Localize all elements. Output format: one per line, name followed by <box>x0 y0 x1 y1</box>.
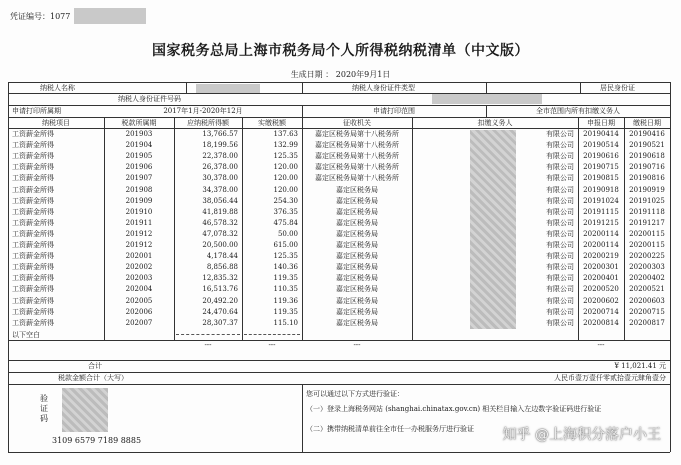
id-number-label: 纳税人身份证件号码 <box>118 95 181 103</box>
cell-income: 18,199.56 <box>202 141 238 150</box>
cell-item: 工资薪金所得 <box>12 207 54 216</box>
cell-agent: 有限公司 <box>546 141 574 150</box>
taxpayer-name-label: 纳税人名称 <box>40 84 75 92</box>
cell-item: 工资薪金所得 <box>12 307 54 316</box>
cell-office: 嘉定区税务局 <box>336 263 378 272</box>
cell-income: 12,835.32 <box>202 274 238 283</box>
voucher-number: 凭证编号：1077 <box>10 12 71 21</box>
cell-agent: 有限公司 <box>546 252 574 261</box>
cell-office: 嘉定区税务局 <box>336 196 378 205</box>
cell-income: 22,378.00 <box>202 152 238 161</box>
cell-office: 嘉定区税务局 <box>336 307 378 316</box>
cell-income: 28,307.37 <box>202 318 238 327</box>
cell-income: 38,056.44 <box>202 196 238 205</box>
cell-agent: 有限公司 <box>546 196 574 205</box>
cell-item: 工资薪金所得 <box>12 185 54 194</box>
col-header-office: 征收机关 <box>343 119 371 127</box>
cell-decl: 20191215 <box>583 218 619 227</box>
cell-income: 20,500.00 <box>202 241 238 249</box>
cell-tax: 137.63 <box>273 130 298 138</box>
cell-paid: 20190816 <box>629 174 665 183</box>
range-value: 全市范围内所有扣缴义务人 <box>536 107 620 115</box>
office-dash-mark: --- <box>353 341 361 349</box>
cell-income: 20,492.20 <box>202 296 238 305</box>
cell-agent: 有限公司 <box>546 185 574 194</box>
cell-period: 202001 <box>125 252 153 261</box>
period-label: 申请打印所属期 <box>12 107 61 115</box>
cell-tax: 615.00 <box>273 241 298 249</box>
cell-income: 41,819.88 <box>202 207 238 216</box>
amount-words-value: 人民币壹万壹仟零贰拾壹元肆角壹分 <box>554 374 666 382</box>
cell-period: 201912 <box>125 229 153 238</box>
total-value: ¥ 11,021.41 元 <box>614 362 666 370</box>
cell-agent: 有限公司 <box>546 274 574 283</box>
cell-agent: 有限公司 <box>546 263 574 272</box>
cell-tax: 125.35 <box>273 152 298 161</box>
cell-tax: 119.35 <box>273 307 298 316</box>
cell-period: 201905 <box>125 152 153 161</box>
voucher-redaction <box>74 8 146 24</box>
watermark: 知乎 @上海积分落户小王 <box>502 427 661 443</box>
cell-period: 201912 <box>125 241 153 249</box>
cell-income: 8,856.88 <box>206 263 238 272</box>
cell-tax: 120.00 <box>273 174 298 183</box>
cell-decl: 20200114 <box>583 241 619 249</box>
cell-item: 工资薪金所得 <box>12 229 54 238</box>
cell-item: 工资薪金所得 <box>12 141 54 150</box>
amount-words-label: 税款金额合计（大写） <box>58 374 128 382</box>
col-header-income: 应纳税所得额 <box>187 119 229 127</box>
cell-office: 嘉定区税务局第十八税务所 <box>315 163 399 172</box>
cell-period: 202002 <box>125 263 153 272</box>
cell-agent: 有限公司 <box>546 296 574 305</box>
cell-tax: 254.30 <box>273 196 298 205</box>
cell-agent: 有限公司 <box>546 241 574 249</box>
cell-decl: 20200401 <box>583 274 619 283</box>
cell-tax: 120.00 <box>273 185 298 194</box>
qr-code-redaction <box>62 388 108 432</box>
cell-tax: 110.35 <box>273 285 298 294</box>
cell-office: 嘉定区税务局 <box>336 185 378 194</box>
cell-decl: 20190918 <box>583 185 619 194</box>
cell-income: 30,378.00 <box>202 174 238 183</box>
cell-item: 工资薪金所得 <box>12 163 54 172</box>
cell-income: 46,578.32 <box>202 218 238 227</box>
verify-line-1: 您可以通过以下方式进行验证： <box>306 390 404 398</box>
cell-decl: 20191024 <box>583 196 619 205</box>
cell-item: 工资薪金所得 <box>12 252 54 261</box>
cell-office: 嘉定区税务局第十八税务所 <box>315 130 399 138</box>
cell-item: 工资薪金所得 <box>12 274 54 283</box>
cell-office: 嘉定区税务局 <box>336 274 378 283</box>
cell-paid: 20200715 <box>629 307 665 316</box>
cell-period: 202005 <box>125 296 153 305</box>
cell-period: 201909 <box>125 196 153 205</box>
cell-item: 工资薪金所得 <box>12 218 54 227</box>
range-label: 申请打印范围 <box>373 107 415 115</box>
cell-paid: 20191025 <box>629 196 665 205</box>
cell-agent: 有限公司 <box>546 318 574 327</box>
cell-income: 34,378.00 <box>202 185 238 194</box>
cell-paid: 20191118 <box>629 207 665 216</box>
cell-office: 嘉定区税务局第十八税务所 <box>315 152 399 161</box>
cell-paid: 20200603 <box>629 296 665 305</box>
cell-tax: 376.35 <box>273 207 298 216</box>
cell-decl: 20190414 <box>583 130 619 138</box>
cell-office: 嘉定区税务局第十八税务所 <box>315 174 399 183</box>
period-value: 2017年1月-2020年12月 <box>163 107 243 115</box>
cell-office: 嘉定区税务局 <box>336 296 378 305</box>
cell-decl: 20200520 <box>583 285 619 294</box>
cell-income: 24,470.64 <box>202 307 238 316</box>
cell-period: 201906 <box>125 163 153 172</box>
cell-period: 202003 <box>125 274 153 283</box>
cell-paid: 20190416 <box>629 130 665 138</box>
col-header-paid-date: 缴税日期 <box>633 119 661 127</box>
cell-item: 工资薪金所得 <box>12 285 54 294</box>
id-type-value: 居民身份证 <box>600 84 635 92</box>
cell-agent: 有限公司 <box>546 285 574 294</box>
cell-tax: 475.84 <box>273 218 298 227</box>
cell-period: 201904 <box>125 141 153 150</box>
cell-item: 工资薪金所得 <box>12 241 54 249</box>
cell-decl: 20200114 <box>583 229 619 238</box>
cell-income: 16,513.76 <box>202 285 238 294</box>
cell-income: 4,178.44 <box>206 252 238 261</box>
col-header-agent: 扣缴义务人 <box>477 119 513 127</box>
cell-paid: 20191217 <box>629 218 665 227</box>
verify-code: 3109 6579 7189 8885 <box>52 436 142 445</box>
cell-paid: 20190716 <box>629 163 665 172</box>
cell-decl: 20190815 <box>583 174 619 183</box>
cell-item: 工资薪金所得 <box>12 174 54 183</box>
id-number-redaction <box>432 94 542 104</box>
cell-office: 嘉定区税务局 <box>336 207 378 216</box>
cell-income: 13,766.57 <box>202 130 238 138</box>
col-header-item: 纳税项目 <box>42 119 70 127</box>
agent-redaction <box>470 130 516 329</box>
cell-item: 工资薪金所得 <box>12 130 54 138</box>
cell-period: 201910 <box>125 207 153 216</box>
cell-agent: 有限公司 <box>546 130 574 138</box>
cell-decl: 20191115 <box>583 207 619 216</box>
cell-office: 嘉定区税务局 <box>336 285 378 294</box>
cell-agent: 有限公司 <box>546 152 574 161</box>
col-header-tax: 实缴税额 <box>258 119 286 127</box>
cell-agent: 有限公司 <box>546 229 574 238</box>
taxpayer-name-redaction <box>196 84 260 93</box>
cell-period: 202004 <box>125 285 153 294</box>
cell-office: 嘉定区税务局 <box>336 318 378 327</box>
cell-tax: 115.10 <box>273 318 298 327</box>
cell-decl: 20200814 <box>583 318 619 327</box>
cell-decl: 20190514 <box>583 141 619 150</box>
cell-tax: 120.00 <box>273 163 298 172</box>
cell-period: 201907 <box>125 174 153 183</box>
cell-agent: 有限公司 <box>546 163 574 172</box>
cell-paid: 20200521 <box>629 285 665 294</box>
id-type-label: 纳税人身份证件类型 <box>352 84 415 92</box>
cell-item: 工资薪金所得 <box>12 196 54 205</box>
cell-item: 工资薪金所得 <box>12 296 54 305</box>
cell-income: 47,078.32 <box>202 229 238 238</box>
cell-income: 26,378.00 <box>202 163 238 172</box>
cell-paid: 20200402 <box>629 274 665 283</box>
verify-code-label: 验证码 <box>40 394 48 423</box>
cell-agent: 有限公司 <box>546 207 574 216</box>
generated-date: 生成日期 ： 2020年9月1日 <box>290 70 391 79</box>
cell-decl: 20200219 <box>583 252 619 261</box>
cell-decl: 20200714 <box>583 307 619 316</box>
cell-tax: 140.36 <box>273 263 298 272</box>
cell-office: 嘉定区税务局 <box>336 229 378 238</box>
cell-decl: 20190616 <box>583 152 619 161</box>
verify-line-3: （二）携带纳税清单前往全市任一办税服务厅进行验证 <box>306 425 474 433</box>
cell-period: 201908 <box>125 185 153 194</box>
tax-dash-line <box>244 334 300 335</box>
cell-period: 201911 <box>125 218 153 227</box>
cell-period: 201903 <box>125 130 153 138</box>
cell-tax: 125.35 <box>273 252 298 261</box>
cell-agent: 有限公司 <box>546 218 574 227</box>
cell-paid: 20200225 <box>629 252 665 261</box>
cell-paid: 20200303 <box>629 263 665 272</box>
cell-paid: 20200817 <box>629 318 665 327</box>
cell-office: 嘉定区税务局第十八税务所 <box>315 141 399 150</box>
cell-tax: 132.99 <box>273 141 298 150</box>
cell-item: 工资薪金所得 <box>12 318 54 327</box>
cell-office: 嘉定区税务局 <box>336 218 378 227</box>
blank-marker: 以下空白 <box>12 331 40 339</box>
date-dash-mark: --- <box>597 341 605 349</box>
cell-tax: 119.36 <box>273 296 298 305</box>
cell-office: 嘉定区税务局 <box>336 252 378 261</box>
income-dash-mark: --- <box>204 341 212 349</box>
cell-tax: 119.35 <box>273 274 298 283</box>
cell-decl: 20200301 <box>583 263 619 272</box>
cell-paid: 20190618 <box>629 152 665 161</box>
cell-office: 嘉定区税务局 <box>336 241 378 249</box>
cell-agent: 有限公司 <box>546 174 574 183</box>
col-header-period: 税款所属期 <box>121 119 157 127</box>
cell-item: 工资薪金所得 <box>12 152 54 161</box>
cell-agent: 有限公司 <box>546 307 574 316</box>
total-label: 合计 <box>88 362 102 370</box>
cell-paid: 20190521 <box>629 141 665 150</box>
cell-paid: 20200115 <box>629 241 665 249</box>
cell-item: 工资薪金所得 <box>12 263 54 272</box>
cell-period: 202007 <box>125 318 153 327</box>
cell-period: 202006 <box>125 307 153 316</box>
cell-paid: 20200115 <box>629 229 665 238</box>
verify-line-2: （一）登录上海税务网站 (shanghai.chinatax.gov.cn) 相关栏目输入左边数字验证码进行验证 <box>306 405 602 413</box>
cell-decl: 20190715 <box>583 163 619 172</box>
cell-paid: 20190919 <box>629 185 665 194</box>
document-title: 国家税务总局上海市税务局个人所得税纳税清单（中文版） <box>152 43 529 59</box>
income-dash-line <box>176 334 240 335</box>
cell-decl: 20200602 <box>583 296 619 305</box>
col-header-decl-date: 申报日期 <box>587 119 615 127</box>
tax-dash-mark: --- <box>268 341 276 349</box>
cell-tax: 50.00 <box>277 229 298 238</box>
